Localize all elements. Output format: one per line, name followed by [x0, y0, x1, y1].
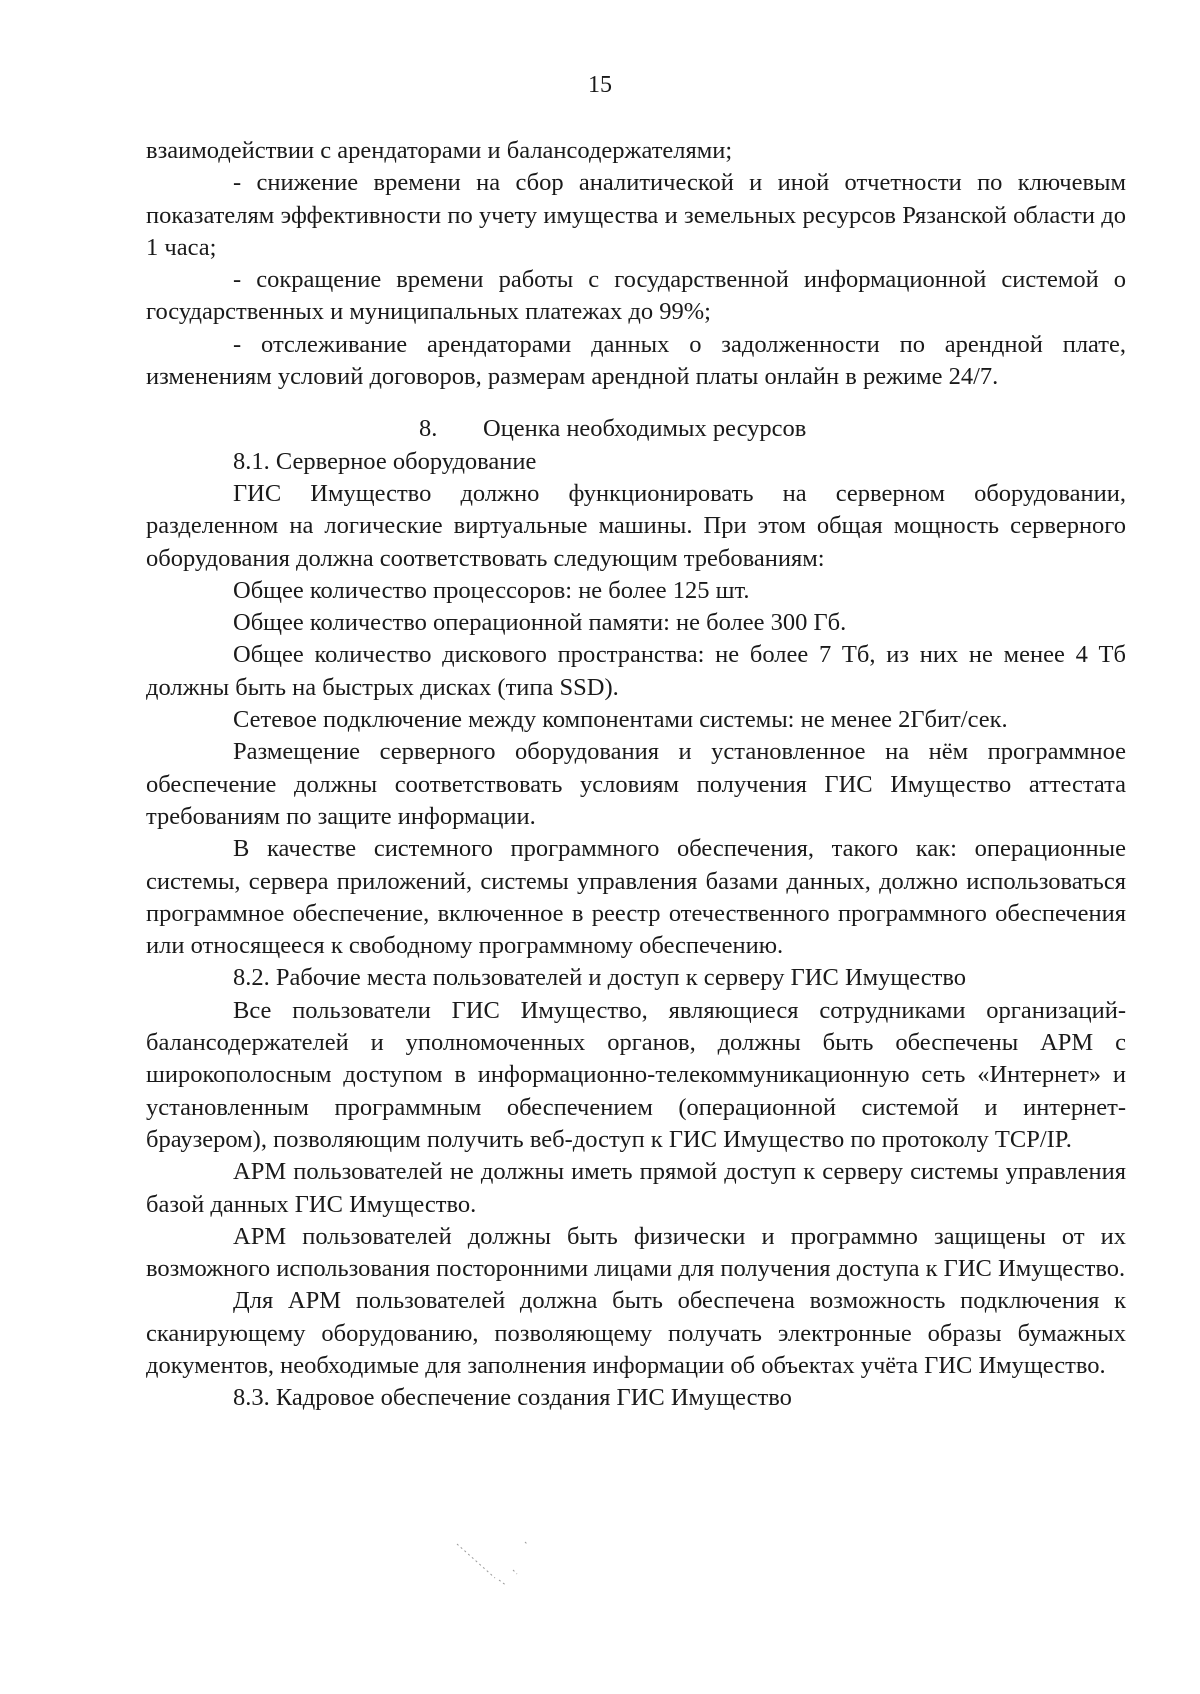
list-item: - сокращение времени работы с государственной информационной системой о государственных и муниципальных платежах до 99%;: [146, 266, 1126, 326]
subsection-heading: 8.3. Кадровое обеспечение создания ГИС Имущество: [233, 1384, 792, 1412]
subsection-heading: 8.1. Серверное оборудование: [233, 447, 537, 475]
body-paragraph: В качестве системного программного обеспечения, такого как: операционные системы, сервера приложений, системы управления базами данных, должно использоваться программное обеспечение, включенное в реестр отечественного программного обеспечения или относящееся к свободному программному обеспечению.: [146, 835, 1126, 960]
body-paragraph: Размещение серверного оборудования и установленное на нём программное обеспечение должны соответствовать условиям получения ГИС Имущество аттестата требованиям по защите информации.: [146, 738, 1126, 830]
body-paragraph: ГИС Имущество должно функционировать на серверном оборудовании, разделенном на логические виртуальные машины. При этом общая мощность серверного оборудования должна соответствовать следующим требованиям:: [146, 479, 1126, 572]
requirement-item: Общее количество операционной памяти: не более 300 Гб.: [233, 609, 847, 637]
document-body: [146, 135, 1126, 1415]
scan-artifact-mark: [455, 1540, 535, 1600]
subsection-heading: 8.2. Рабочие места пользователей и доступ к серверу ГИС Имущество: [233, 964, 966, 992]
section-number: 8.: [419, 415, 438, 443]
page-number: 15: [588, 72, 612, 98]
requirement-item: Сетевое подключение между компонентами системы: не менее 2Гбит/сек.: [233, 706, 1008, 734]
section-heading: [146, 413, 1126, 445]
requirement-item: Общее количество дискового пространства: не более 7 Тб, из них не менее 4 Тб должны быть на быстрых дисках (типа SSD).: [146, 641, 1126, 701]
section-title: Оценка необходимых ресурсов: [483, 415, 807, 443]
body-paragraph: Все пользователи ГИС Имущество, являющиеся сотрудниками организаций-балансодержателей и уполномоченных органов, должны быть обеспечены АРМ с широкополосным доступом в информационно-телекоммуникационную сеть «Интернет» и установленным программным обеспечением (операционной системой и интернет-браузером), позволяющим получить веб-доступ к ГИС Имущество по протоколу TCP/IP.: [146, 996, 1126, 1153]
list-item: - отслеживание арендаторами данных о задолженности по арендной плате, изменениям условий договоров, размерам арендной платы онлайн в режиме 24/7.: [146, 330, 1126, 391]
body-paragraph: АРМ пользователей должны быть физически и программно защищены от их возможного использования посторонними лицами для получения доступа к ГИС Имущество.: [146, 1222, 1126, 1283]
body-paragraph: АРМ пользователей не должны иметь прямой доступ к серверу системы управления базой данных ГИС Имущество.: [146, 1158, 1126, 1218]
list-item: - снижение времени на сбор аналитической и иной отчетности по ключевым показателям эффективности по учету имущества и земельных ресурсов Рязанской области до 1 часа;: [146, 169, 1126, 261]
body-paragraph: взаимодействии с арендаторами и балансодержателями;: [146, 137, 733, 164]
body-paragraph: Для АРМ пользователей должна быть обеспечена возможность подключения к сканирующему оборудованию, позволяющему получать электронные образы бумажных документов, необходимые для заполнения информации об объектах учёта ГИС Имущество.: [146, 1287, 1126, 1379]
requirement-item: Общее количество процессоров: не более 125 шт.: [233, 576, 750, 604]
